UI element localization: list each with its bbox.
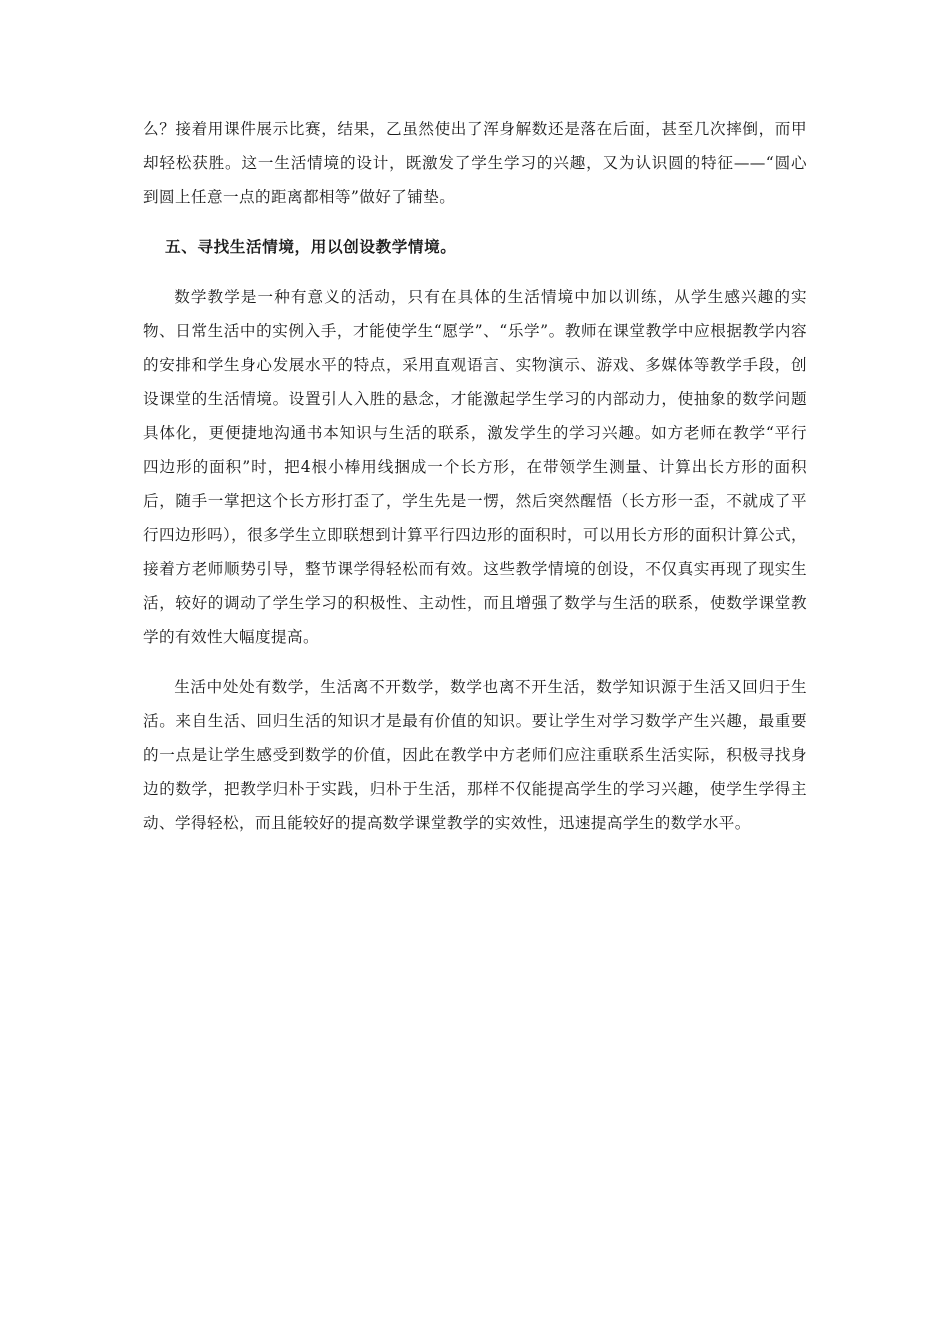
paragraph-spacer — [143, 654, 807, 670]
body-paragraph-2: 生活中处处有数学，生活离不开数学，数学也离不开生活，数学知识源于生活又回归于生活。来自生活、回归生活的知识才是最有价值的知识。要让学生对学习数学产生兴趣，最重要的一点是让学生感受到数学的价值，因此在教学中方老师们应注重联系生活实际，积极寻找身边的数学，把教学归朴于实践，归朴于生活，那样不仅能提高学生的学习兴趣，使学生学得主动、学得轻松，而且能较好的提高数学课堂教学的实效性，迅速提高学生的数学水平。 — [143, 678, 807, 832]
section-heading: 五、寻找生活情境，用以创设教学情境。 — [165, 237, 457, 256]
body-paragraph-1: 数学教学是一种有意义的活动，只有在具体的生活情境中加以训练，从学生感兴趣的实物、日常生活中的实例入手，才能使学生“愿学”、“乐学”。教师在课堂教学中应根据教学内容的安排和学生身心发展水平的特点，采用直观语言、实物演示、游戏、多媒体等教学手段，创设课堂的生活情境。设置引人入胜的悬念，才能激起学生学习的内部动力，使抽象的数学问题具体化，更便捷地沟通书本知识与生活的联系，激发学生的学习兴趣。如方老师在教学“平行四边形的面积”时，把4根小棒用线捆成一个长方形，在带领学生测量、计算出长方形的面积后，随手一掌把这个长方形打歪了，学生先是一愣，然后突然醒悟（长方形一歪，不就成了平行四边形吗），很多学生立即联想到计算平行四边形的面积时，可以用长方形的面积计算公式，接着方老师顺势引导，整节课学得轻松而有效。这些教学情境的创设，不仅真实再现了现实生活，较好的调动了学生学习的积极性、主动性，而且增强了数学与生活的联系，使数学课堂教学的有效性大幅度提高。 — [143, 288, 807, 646]
document-page — [143, 112, 807, 840]
continuation-paragraph: 么？接着用课件展示比赛，结果，乙虽然使出了浑身解数还是落在后面，甚至几次摔倒，而甲却轻松获胜。这一生活情境的设计，既激发了学生学习的兴趣，又为认识圆的特征——“圆心到圆上任意一点的距离都相等”做好了铺垫。 — [143, 120, 807, 206]
